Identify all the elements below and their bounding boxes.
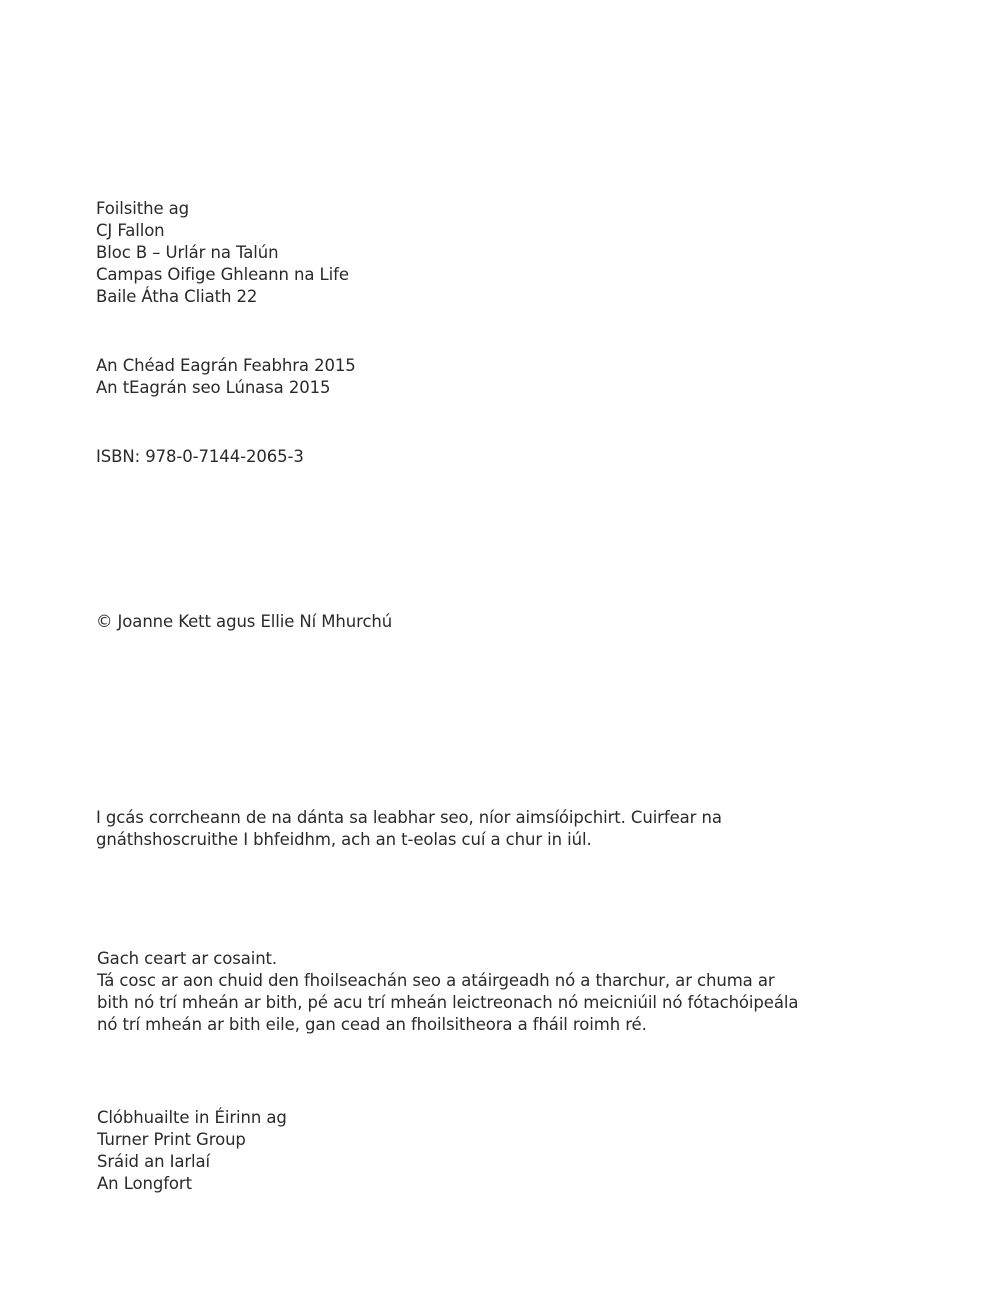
notice-line: I gcás corrcheann de na dánta sa leabhar seo, níor aimsíóipchirt. Cuirfear na <box>96 808 722 827</box>
isbn: ISBN: 978-0-7144-2065-3 <box>96 447 304 466</box>
printer-name: Turner Print Group <box>97 1130 246 1149</box>
publisher-address-line: Baile Átha Cliath 22 <box>96 287 258 306</box>
publisher-name: CJ Fallon <box>96 221 165 240</box>
rights-line: bith nó trí mheán ar bith, pé acu trí mheán leictreonach nó meicniúil nó fótachóipeála <box>97 993 799 1012</box>
this-edition: An tEagrán seo Lúnasa 2015 <box>96 378 331 397</box>
permissions-notice <box>96 807 722 851</box>
publisher-block <box>96 198 349 308</box>
printer-address-line: An Longfort <box>97 1174 192 1193</box>
publisher-line: Foilsithe ag <box>96 199 190 218</box>
printer-address-line: Sráid an Iarlaí <box>97 1152 211 1171</box>
editions-block <box>96 355 356 399</box>
printer-block <box>97 1107 287 1195</box>
copyright-block <box>96 611 392 633</box>
first-edition: An Chéad Eagrán Feabhra 2015 <box>96 356 356 375</box>
rights-heading: Gach ceart ar cosaint. <box>97 949 278 968</box>
publisher-address-line: Bloc B – Urlár na Talún <box>96 243 279 262</box>
copyright-notice: © Joanne Kett agus Ellie Ní Mhurchú <box>96 612 393 631</box>
rights-line: Tá cosc ar aon chuid den fhoilseachán seo a atáirgeadh nó a tharchur, ar chuma ar <box>97 971 775 990</box>
notice-line: gnáthshoscruithe I bhfeidhm, ach an t-eolas cuí a chur in iúl. <box>96 830 592 849</box>
isbn-block <box>96 446 304 468</box>
rights-reserved-block <box>97 948 798 1036</box>
rights-line: nó trí mheán ar bith eile, gan cead an fhoilsitheora a fháil roimh ré. <box>97 1015 647 1034</box>
publisher-address-line: Campas Oifige Ghleann na Life <box>96 265 349 284</box>
printer-line: Clóbhuailte in Éirinn ag <box>97 1108 287 1127</box>
